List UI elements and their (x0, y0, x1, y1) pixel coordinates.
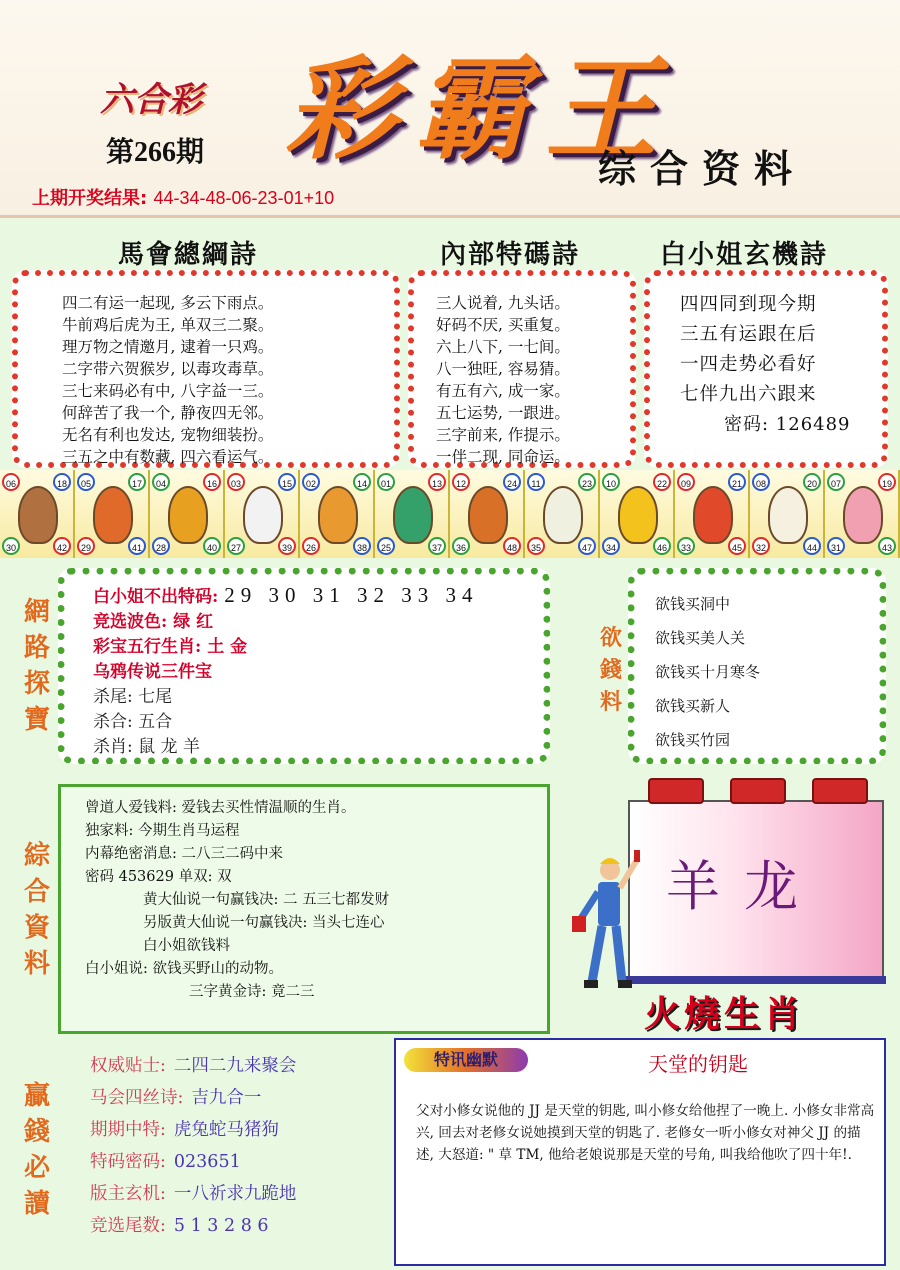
fire-zodiac-label: 火燒生肖 (644, 993, 805, 1035)
zodiac-number-ball: 07 (827, 473, 845, 491)
zodiac-number-ball: 25 (377, 537, 395, 555)
zodiac-number-ball: 24 (503, 473, 521, 491)
billboard-lamp (812, 778, 868, 804)
poem-line: 三七来码必有中, 八字益一三。 (62, 382, 274, 400)
wave-row (93, 610, 543, 635)
zodiac-cell (600, 470, 675, 558)
zodiac-number-ball: 11 (527, 473, 545, 491)
win-list (90, 1050, 296, 1242)
zh-line: 三字黄金诗: 竟二三 (189, 984, 315, 1000)
zodiac-number-ball: 30 (2, 537, 20, 555)
zodiac-number-ball: 32 (752, 537, 770, 555)
poem-line: 有五有六, 成一家。 (436, 382, 570, 400)
zodiac-number-ball: 46 (653, 537, 671, 555)
zodiac-number-ball: 41 (128, 537, 146, 555)
win-value: 023651 (173, 1152, 241, 1172)
poem-line: 牛前鸡后虎为王, 单双三二聚。 (62, 316, 274, 334)
billboard-stand (624, 976, 886, 984)
zodiac-number-ball: 19 (878, 473, 896, 491)
last-result (32, 184, 334, 210)
lottery-name: 六合彩 (100, 80, 202, 120)
zodiac-number-ball: 17 (128, 473, 146, 491)
zodiac-number-ball: 12 (452, 473, 470, 491)
kill-tail-row: 杀尾: 七尾 (93, 687, 173, 707)
zodiac-animal-icon (768, 486, 808, 544)
zodiac-number-ball: 31 (827, 537, 845, 555)
zodiac-animal-icon (393, 486, 433, 544)
zodiac-animal-icon (318, 486, 358, 544)
money-item: 欲钱买美人关 (655, 629, 746, 647)
zodiac-number-ball: 29 (77, 537, 95, 555)
poem-line: 五七运势, 一跟进。 (436, 404, 570, 422)
poem-line: 八一独旺, 容易猜。 (436, 360, 570, 378)
painter-icon (566, 850, 646, 1000)
zodiac-animal-icon (468, 486, 508, 544)
zodiac-strip (0, 470, 900, 558)
zodiac-number-ball: 35 (527, 537, 545, 555)
zodiac-number-ball: 14 (353, 473, 371, 491)
win-key: 马会四丝诗: (90, 1088, 184, 1108)
zodiac-cell (375, 470, 450, 558)
win-key: 权威贴士: (90, 1056, 166, 1076)
element-label: 彩宝五行生肖: (93, 637, 202, 657)
zodiac-cell (675, 470, 750, 558)
poem-line: 理万物之情邀月, 逮着一只鸡。 (62, 338, 274, 356)
poem-line: 何辞苦了我一个, 静夜四无邻。 (62, 404, 274, 422)
zodiac-animal-icon (93, 486, 133, 544)
no-special-numbers: 29 30 31 32 33 34 (224, 583, 479, 607)
zh-line: 曾道人爱钱料: 爱钱去买性情温顺的生肖。 (85, 800, 356, 816)
zodiac-cell (300, 470, 375, 558)
zodiac-cell (825, 470, 900, 558)
wave-value: 绿 红 (173, 612, 214, 632)
last-result-label: 上期开奖结果: (32, 188, 148, 209)
humor-title: 天堂的钥匙 (648, 1052, 748, 1076)
zodiac-animal-icon (18, 486, 58, 544)
money-section-label: 欲錢料 (599, 625, 622, 715)
zodiac-number-ball: 08 (752, 473, 770, 491)
crow-row: 乌鸦传说三件宝 (93, 662, 212, 682)
zodiac-number-ball: 33 (677, 537, 695, 555)
miss-poem-box (644, 270, 888, 468)
poem-line: 四四同到现今期 (680, 294, 817, 315)
money-item: 欲钱买洞中 (655, 595, 731, 613)
zh-line: 独家料: 今期生肖马运程 (85, 823, 240, 839)
win-row (90, 1114, 296, 1146)
zodiac-number-ball: 39 (278, 537, 296, 555)
poem-line: 三五有运跟在后 (680, 324, 817, 345)
kill-sum-row: 杀合: 五合 (93, 712, 173, 732)
zodiac-number-ball: 26 (302, 537, 320, 555)
zodiac-cell (525, 470, 600, 558)
zodiac-number-ball: 23 (578, 473, 596, 491)
zodiac-animal-icon (843, 486, 883, 544)
miss-password: 密码: 126489 (724, 414, 851, 435)
zodiac-number-ball: 13 (428, 473, 446, 491)
last-result-value: 44-34-48-06-23-01+10 (153, 188, 335, 208)
zodiac-number-ball: 43 (878, 537, 896, 555)
element-value: 土 金 (207, 637, 248, 657)
win-section-label: 贏錢必讀 (23, 1081, 50, 1219)
zodiac-number-ball: 38 (353, 537, 371, 555)
main-title: 彩霸王 (285, 44, 675, 175)
win-value: 吉九合一 (191, 1088, 262, 1108)
zodiac-animal-icon (618, 486, 658, 544)
billboard-lamp (648, 778, 704, 804)
billboard-text: 羊龙 (666, 855, 822, 918)
horse-poem-box (12, 270, 400, 468)
zh-line: 白小姐说: 欲钱买野山的动物。 (85, 961, 283, 977)
zodiac-number-ball: 28 (152, 537, 170, 555)
zodiac-number-ball: 09 (677, 473, 695, 491)
zodiac-number-ball: 34 (602, 537, 620, 555)
zodiac-number-ball: 36 (452, 537, 470, 555)
zodiac-number-ball: 20 (803, 473, 821, 491)
zodiac-cell (0, 470, 75, 558)
wave-label: 竞选波色: (93, 612, 168, 632)
element-row (93, 635, 543, 660)
inside-poem-box (408, 270, 636, 468)
win-key: 版主玄机: (90, 1184, 166, 1204)
zodiac-number-ball: 18 (53, 473, 71, 491)
miss-poem-title: 白小姐玄機詩 (660, 240, 829, 270)
zodiac-number-ball: 10 (602, 473, 620, 491)
zodiac-cell (450, 470, 525, 558)
zodiac-number-ball: 45 (728, 537, 746, 555)
zodiac-number-ball: 27 (227, 537, 245, 555)
zh-line: 内幕绝密消息: 二八三二码中来 (85, 846, 283, 862)
zh-section-label: 綜合資料 (23, 841, 50, 979)
zodiac-animal-icon (168, 486, 208, 544)
kill-animal-row: 杀肖: 鼠 龙 羊 (93, 737, 200, 757)
issue-number: 第266期 (106, 137, 205, 168)
win-row (90, 1210, 296, 1242)
zodiac-number-ball: 02 (302, 473, 320, 491)
zh-line: 黄大仙说一句赢钱决: 二 五三七都发财 (143, 892, 390, 908)
poem-line: 七伴九出六跟来 (680, 384, 817, 405)
poem-line: 三五之中有数藏, 四六看运气。 (62, 448, 274, 466)
win-key: 竞选尾数: (90, 1216, 166, 1236)
poem-line: 四二有运一起现, 多云下雨点。 (62, 294, 274, 312)
net-section-label: 網路探寶 (23, 597, 50, 735)
zodiac-number-ball: 48 (503, 537, 521, 555)
zodiac-number-ball: 04 (152, 473, 170, 491)
poem-line: 二字带六贺猴岁, 以毒攻毒草。 (62, 360, 274, 378)
win-row (90, 1082, 296, 1114)
zodiac-cell (150, 470, 225, 558)
zh-line: 另版黄大仙说一句赢钱决: 当头七连心 (143, 915, 385, 931)
zodiac-number-ball: 16 (203, 473, 221, 491)
zodiac-number-ball: 03 (227, 473, 245, 491)
poem-line: 好码不厌, 买重复。 (436, 316, 570, 334)
zh-box (58, 784, 550, 1034)
win-row (90, 1178, 296, 1210)
zodiac-number-ball: 42 (53, 537, 71, 555)
poem-line: 一四走势必看好 (680, 354, 817, 375)
zodiac-animal-icon (243, 486, 283, 544)
humor-badge: 特讯幽默 (404, 1048, 528, 1072)
zodiac-cell (75, 470, 150, 558)
win-key: 期期中特: (90, 1120, 166, 1140)
billboard-lamp (730, 778, 786, 804)
zodiac-number-ball: 47 (578, 537, 596, 555)
zodiac-number-ball: 21 (728, 473, 746, 491)
subtitle: 综合资料 (598, 146, 807, 191)
poem-line: 三人说着, 九头话。 (436, 294, 570, 312)
zodiac-number-ball: 01 (377, 473, 395, 491)
zodiac-cell (225, 470, 300, 558)
win-value: 虎兔蛇马猪狗 (173, 1120, 279, 1140)
zh-line: 密码 453629 单双: 双 (85, 869, 232, 885)
zodiac-number-ball: 15 (278, 473, 296, 491)
money-item: 欲钱买竹园 (655, 731, 731, 749)
win-row (90, 1146, 296, 1178)
zodiac-cell (750, 470, 825, 558)
zodiac-number-ball: 06 (2, 473, 20, 491)
zodiac-animal-icon (693, 486, 733, 544)
poem-line: 六上八下, 一七间。 (436, 338, 570, 356)
poem-line: 无名有利也发达, 宠物细装扮。 (62, 426, 274, 444)
zodiac-number-ball: 37 (428, 537, 446, 555)
no-special-label: 白小姐不出特码: (93, 587, 219, 607)
money-item: 欲钱买十月寒冬 (655, 663, 761, 681)
money-item: 欲钱买新人 (655, 697, 731, 715)
money-box (628, 568, 886, 764)
humor-body: 父对小修女说他的 JJ 是天堂的钥匙, 叫小修女给他捏了一晚上. 小修女非常高兴, 回去对老修女说她摸到天堂的钥匙了. 老修女一听小修女对神父 JJ 的描述, 大怒道: " 草 TM, 他给老娘说那是天堂的号角, 叫我给他吹了四十年!. (416, 1103, 875, 1163)
poem-line: 一伴二现, 同命运。 (436, 448, 570, 466)
no-special-row (93, 583, 543, 610)
horse-poem-title: 馬會總綱詩 (118, 240, 259, 270)
win-value: 一八祈求九跪地 (173, 1184, 297, 1204)
win-value: 5 1 3 2 8 6 (173, 1216, 269, 1236)
inside-poem-title: 內部特碼詩 (440, 240, 581, 270)
zh-line: 白小姐欲钱料 (143, 938, 230, 954)
win-row (90, 1050, 296, 1082)
zodiac-number-ball: 44 (803, 537, 821, 555)
win-key: 特码密码: (90, 1152, 166, 1172)
zodiac-number-ball: 22 (653, 473, 671, 491)
poem-line: 三字前来, 作提示。 (436, 426, 570, 444)
zodiac-number-ball: 05 (77, 473, 95, 491)
zodiac-number-ball: 40 (203, 537, 221, 555)
zodiac-animal-icon (543, 486, 583, 544)
net-treasure-box (58, 568, 550, 764)
win-value: 二四二九来聚会 (173, 1056, 297, 1076)
